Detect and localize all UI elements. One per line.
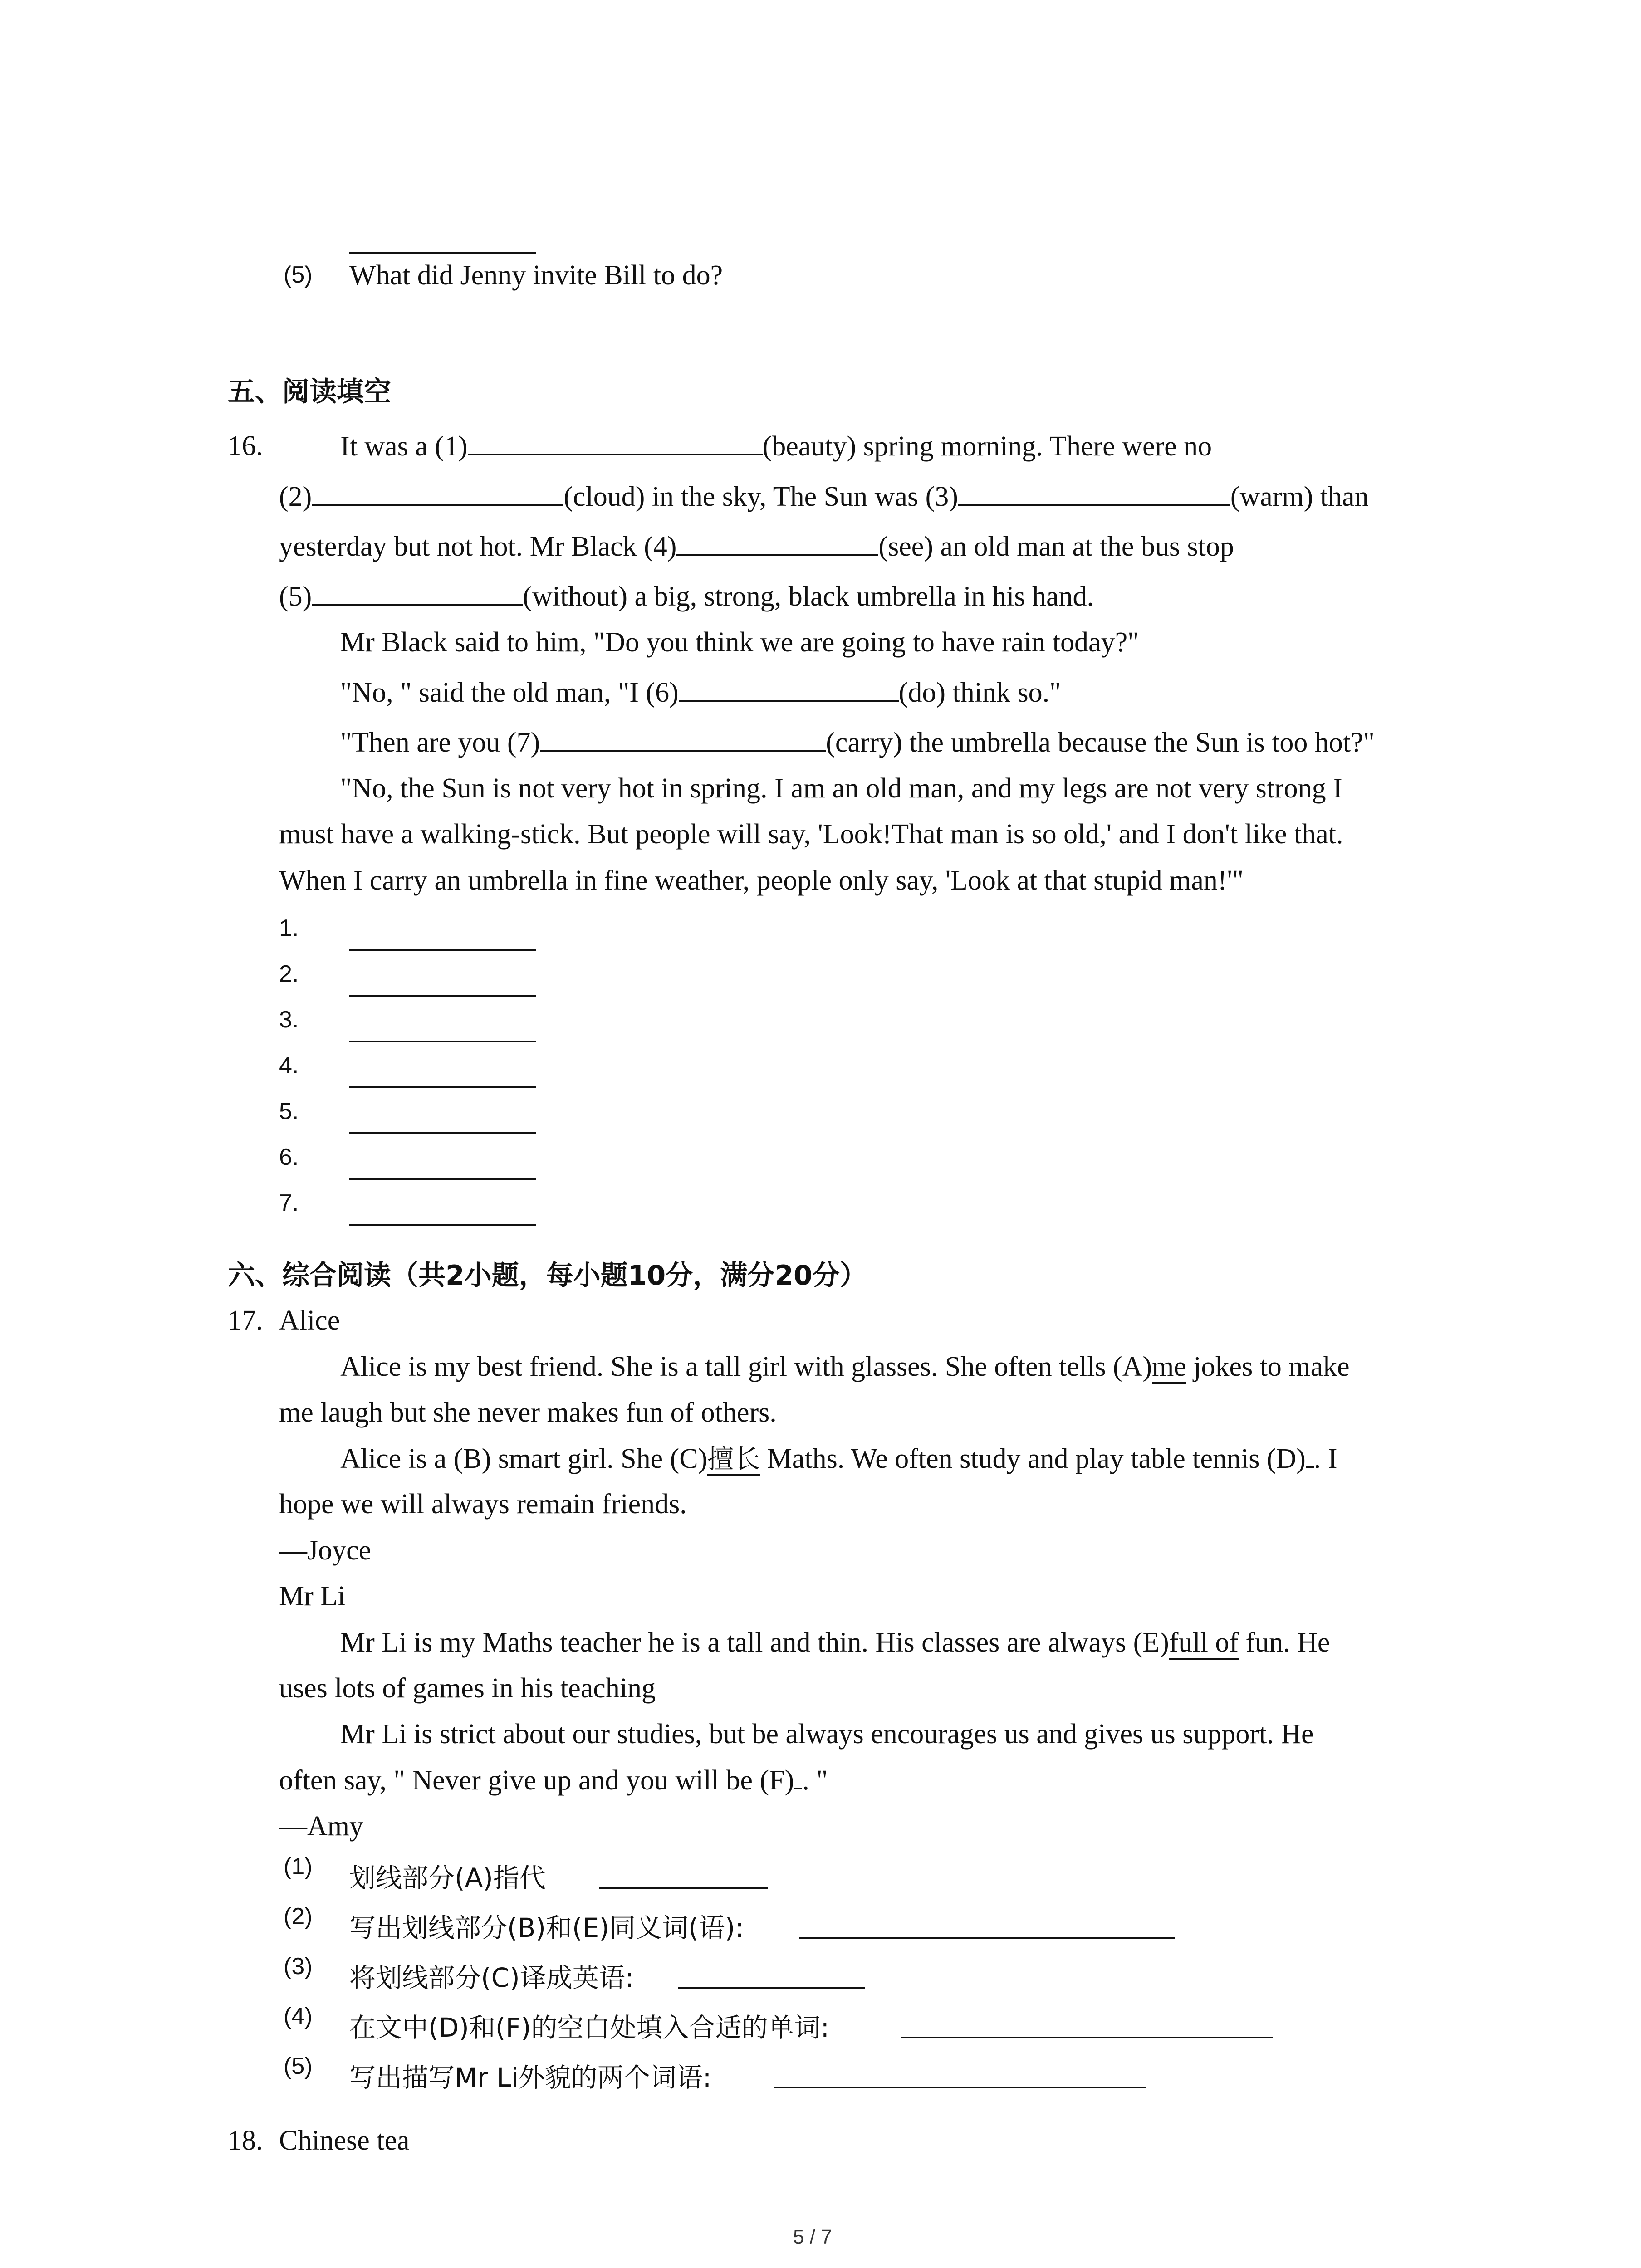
passage-line: It was a (1) (beauty) spring morning. There were no <box>340 431 1212 462</box>
subquestion-number: (5) <box>284 2053 313 2079</box>
answer-blank-17-1[interactable] <box>599 1887 768 1889</box>
answer-blank-16-4[interactable] <box>349 1086 536 1088</box>
passage-line: "No, the Sun is not very hot in spring. I am an old man, and my legs are not very strong I <box>340 773 1342 804</box>
answer-blank-16-6[interactable] <box>349 1178 536 1180</box>
passage-line: often say, " Never give up and you will be (F) . " <box>279 1765 828 1796</box>
passage-title: Alice <box>279 1305 340 1336</box>
section-heading-5: 五、阅读填空 <box>228 376 391 408</box>
answer-blank-16-1[interactable] <box>349 949 536 951</box>
subquestion-number: (1) <box>284 1853 313 1880</box>
passage-line: me laugh but she never makes fun of others. <box>279 1397 777 1428</box>
passage-line: (5) (without) a big, strong, black umbrella in his hand. <box>279 581 1094 612</box>
answer-label: 1. <box>279 915 299 941</box>
answer-blank-15-5[interactable] <box>349 252 536 254</box>
blank-5[interactable] <box>312 582 523 606</box>
answer-blank-16-2[interactable] <box>349 995 536 997</box>
blank-1[interactable] <box>468 432 763 455</box>
answer-blank-16-7[interactable] <box>349 1224 536 1226</box>
blank-2[interactable] <box>312 482 563 506</box>
subquestion-text: 写出划线部分(B)和(E)同义词(语): <box>349 1912 744 1943</box>
subquestion-text: 将划线部分(C)译成英语: <box>349 1962 634 1993</box>
passage-line: "No, " said the old man, "I (6) (do) think so." <box>340 677 1061 708</box>
answer-blank-17-2[interactable] <box>799 1937 1175 1939</box>
passage-line: Mr Li is strict about our studies, but be always encourages us and gives us support. He <box>340 1719 1314 1750</box>
subquestion-number: (3) <box>284 1953 313 1980</box>
blank-f[interactable] <box>794 1766 802 1789</box>
question-number-16: 16. <box>228 430 263 461</box>
passage-line: uses lots of games in his teaching <box>279 1673 656 1704</box>
question-text: What did Jenny invite Bill to do? <box>349 260 723 291</box>
answer-label: 2. <box>279 961 299 987</box>
underlined-c: 擅长 <box>707 1443 760 1476</box>
answer-blank-16-3[interactable] <box>349 1041 536 1042</box>
passage-line: Mr Li is my Maths teacher he is a tall and thin. His classes are always (E)full of fun. He <box>340 1628 1330 1657</box>
question-number-17: 17. <box>228 1305 263 1336</box>
passage-title: Chinese tea <box>279 2125 410 2156</box>
blank-d[interactable] <box>1306 1444 1314 1468</box>
answer-blank-17-5[interactable] <box>774 2087 1146 2088</box>
passage-line: hope we will always remain friends. <box>279 1489 687 1520</box>
blank-3[interactable] <box>958 482 1230 506</box>
question-number-18: 18. <box>228 2125 263 2156</box>
passage-line: must have a walking-stick. But people will say, 'Look!That man is so old,' and I don't like that. <box>279 819 1343 850</box>
passage-line: Alice is my best friend. She is a tall girl with glasses. She often tells (A)me jokes to make <box>340 1353 1350 1381</box>
passage-line: (2) (cloud) in the sky, The Sun was (3) (warm) than <box>279 481 1369 512</box>
question-number: (5) <box>284 262 313 288</box>
blank-6[interactable] <box>679 678 899 702</box>
passage-line: "Then are you (7) (carry) the umbrella because the Sun is too hot?" <box>340 727 1375 758</box>
answer-blank-17-4[interactable] <box>901 2037 1273 2038</box>
signature: —Amy <box>279 1811 363 1842</box>
underlined-a: me <box>1152 1351 1186 1384</box>
subquestion-number: (2) <box>284 1903 313 1930</box>
passage-line: When I carry an umbrella in fine weather, people only say, 'Look at that stupid man!'" <box>279 865 1244 896</box>
blank-7[interactable] <box>540 728 826 752</box>
subquestion-number: (4) <box>284 2003 313 2029</box>
answer-blank-16-5[interactable] <box>349 1132 536 1134</box>
blank-4[interactable] <box>676 532 878 556</box>
passage-line: Mr Black said to him, "Do you think we are going to have rain today?" <box>340 627 1139 658</box>
signature: —Joyce <box>279 1535 372 1566</box>
section-heading-6: 六、综合阅读（共2小题，每小题10分，满分20分） <box>228 1260 867 1291</box>
answer-label: 3. <box>279 1007 299 1033</box>
underlined-e: full of <box>1169 1627 1239 1660</box>
page-number: 5 / 7 <box>793 2226 832 2248</box>
subquestion-text: 写出描写Mr Li外貌的两个词语: <box>349 2062 712 2093</box>
subquestion-text: 划线部分(A)指代 <box>349 1862 546 1893</box>
answer-label: 7. <box>279 1190 299 1216</box>
answer-label: 6. <box>279 1144 299 1170</box>
answer-blank-17-3[interactable] <box>678 1987 865 1989</box>
answer-label: 4. <box>279 1052 299 1079</box>
passage-title: Mr Li <box>279 1581 346 1612</box>
passage-line: Alice is a (B) smart girl. She (C)擅长 Maths. We often study and play table tennis (D) . I <box>340 1444 1337 1473</box>
answer-label: 5. <box>279 1098 299 1124</box>
subquestion-text: 在文中(D)和(F)的空白处填入合适的单词: <box>349 2012 830 2043</box>
passage-line: yesterday but not hot. Mr Black (4) (see) an old man at the bus stop <box>279 531 1234 562</box>
